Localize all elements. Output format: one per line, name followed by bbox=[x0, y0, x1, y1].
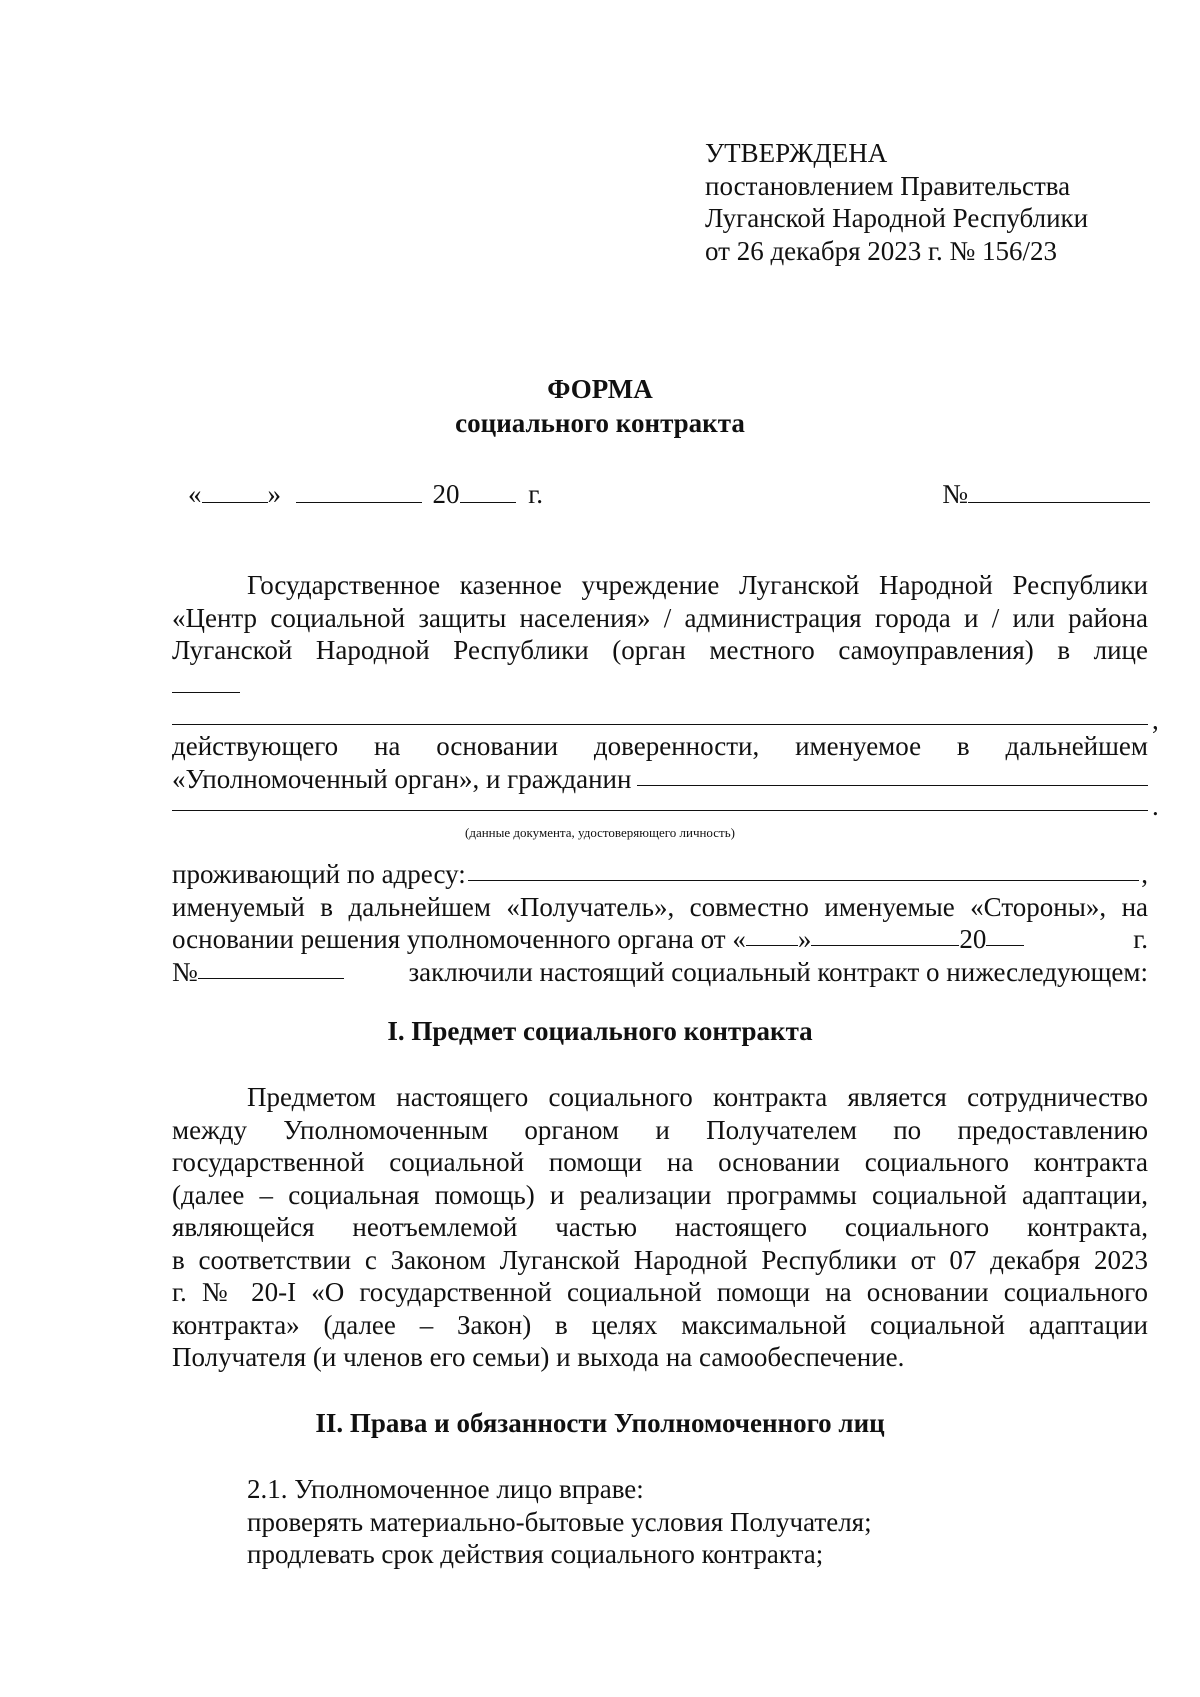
year-prefix: 20 bbox=[432, 479, 460, 509]
decision-year-blank bbox=[986, 923, 1024, 946]
comma: , bbox=[1152, 705, 1159, 735]
decision-text: основании решения уполномоченного органа от « bbox=[172, 924, 746, 954]
citizen-blank bbox=[637, 763, 1148, 786]
intro-line: действующего на основании доверенности, именуемое в дальнейшем bbox=[172, 731, 1148, 761]
address-line bbox=[172, 858, 1148, 891]
intro-paragraph bbox=[172, 569, 1148, 667]
title-sub: социального контракта bbox=[455, 408, 745, 438]
section-2-title: II. Права и обязанности Уполномоченного лиц bbox=[315, 1408, 885, 1438]
decision-day-blank bbox=[746, 923, 798, 946]
period: . bbox=[1152, 791, 1159, 821]
approval-line: от 26 декабря 2023 г. № 156/23 bbox=[705, 235, 1058, 266]
intro-paragraph-cont bbox=[172, 730, 1148, 795]
section-1-title: I. Предмет социального контракта bbox=[387, 1016, 813, 1046]
month-blank bbox=[296, 480, 422, 503]
approval-line: постановлением Правительства bbox=[705, 170, 1071, 201]
year-suffix: г. bbox=[528, 479, 544, 509]
close-quote: » bbox=[267, 479, 281, 509]
intro-line: Луганской Народной Республики (орган местного самоуправления) в лице bbox=[172, 635, 1148, 665]
section-2-list bbox=[247, 1473, 1147, 1571]
comma: , bbox=[1141, 859, 1148, 889]
approval-stamp bbox=[705, 137, 1088, 267]
representative-blank bbox=[172, 724, 1148, 725]
year-prefix: 20 bbox=[959, 924, 987, 954]
representative-blank-short bbox=[172, 692, 240, 693]
paragraph-line: (далее – социальная помощь) и реализации программы социальной адаптации, bbox=[172, 1179, 1148, 1210]
paragraph-line: контракта» (далее – Закон) в целях максимальной социальной адаптации bbox=[172, 1309, 1148, 1340]
year-blank bbox=[460, 480, 516, 503]
day-blank bbox=[202, 480, 268, 503]
paragraph-line: г. № 20-I «О государственной социальной помощи на основании социального bbox=[172, 1277, 1148, 1307]
decision-line bbox=[172, 923, 1148, 956]
number-label: № bbox=[942, 479, 968, 509]
paragraph-line: являющейся неотъемлемой частью настоящего социального контракта, bbox=[172, 1212, 1148, 1242]
list-item: проверять материально-бытовые условия Получателя; bbox=[247, 1506, 872, 1537]
intro-line-citizen bbox=[172, 763, 1148, 796]
identity-caption: (данные документа, удостоверяющего личность) bbox=[465, 825, 735, 840]
decision-month-blank bbox=[811, 923, 959, 946]
number-blank bbox=[968, 480, 1150, 503]
paragraph-line: Получателя (и членов его семьи) и выхода на самообеспечение. bbox=[172, 1342, 905, 1372]
decision-number-line bbox=[172, 956, 1148, 989]
approval-line: Луганской Народной Республики bbox=[705, 203, 1089, 233]
address-label: проживающий по адресу: bbox=[172, 859, 466, 889]
decision-number-blank bbox=[198, 956, 344, 979]
citizen-label: «Уполномоченный орган», и гражданин bbox=[172, 763, 632, 794]
open-quote: « bbox=[188, 479, 202, 509]
paragraph-line: Предметом настоящего социального контракта является сотрудничество bbox=[247, 1082, 1148, 1112]
date-field bbox=[188, 478, 543, 511]
title-main: ФОРМА bbox=[547, 374, 653, 404]
number-field bbox=[942, 478, 1150, 511]
address-line: именуемый в дальнейшем «Получатель», совместно именуемые «Стороны», на bbox=[172, 891, 1148, 922]
date-number-line bbox=[170, 478, 1150, 512]
paragraph-line: между Уполномоченным органом и Получателем по предоставлению bbox=[172, 1114, 1148, 1145]
document-title bbox=[0, 372, 1200, 440]
paragraph-line: в соответствии с Законом Луганской Народной Республики от 07 декабря 2023 bbox=[172, 1244, 1148, 1275]
paragraph-line: государственной социальной помощи на основании социального контракта bbox=[172, 1147, 1148, 1177]
section-1-paragraph bbox=[172, 1081, 1148, 1374]
list-item: 2.1. Уполномоченное лицо вправе: bbox=[247, 1474, 644, 1504]
year-suffix: г. bbox=[1133, 924, 1148, 954]
close-quote: » bbox=[797, 924, 812, 954]
number-label: № bbox=[172, 956, 198, 987]
approval-line: УТВЕРЖДЕНА bbox=[705, 138, 888, 168]
intro-line: Государственное казенное учреждение Луганской Народной Республики bbox=[247, 570, 1148, 600]
contract-conclusion-text: заключили настоящий социальный контракт о нижеследующем: bbox=[408, 956, 1148, 987]
address-blank bbox=[468, 858, 1140, 881]
intro-line: «Центр социальной защиты населения» / администрация города и / или района bbox=[172, 602, 1148, 633]
identity-document-blank bbox=[172, 810, 1148, 811]
list-item: продлевать срок действия социального контракта; bbox=[247, 1539, 824, 1569]
address-paragraph bbox=[172, 858, 1148, 988]
